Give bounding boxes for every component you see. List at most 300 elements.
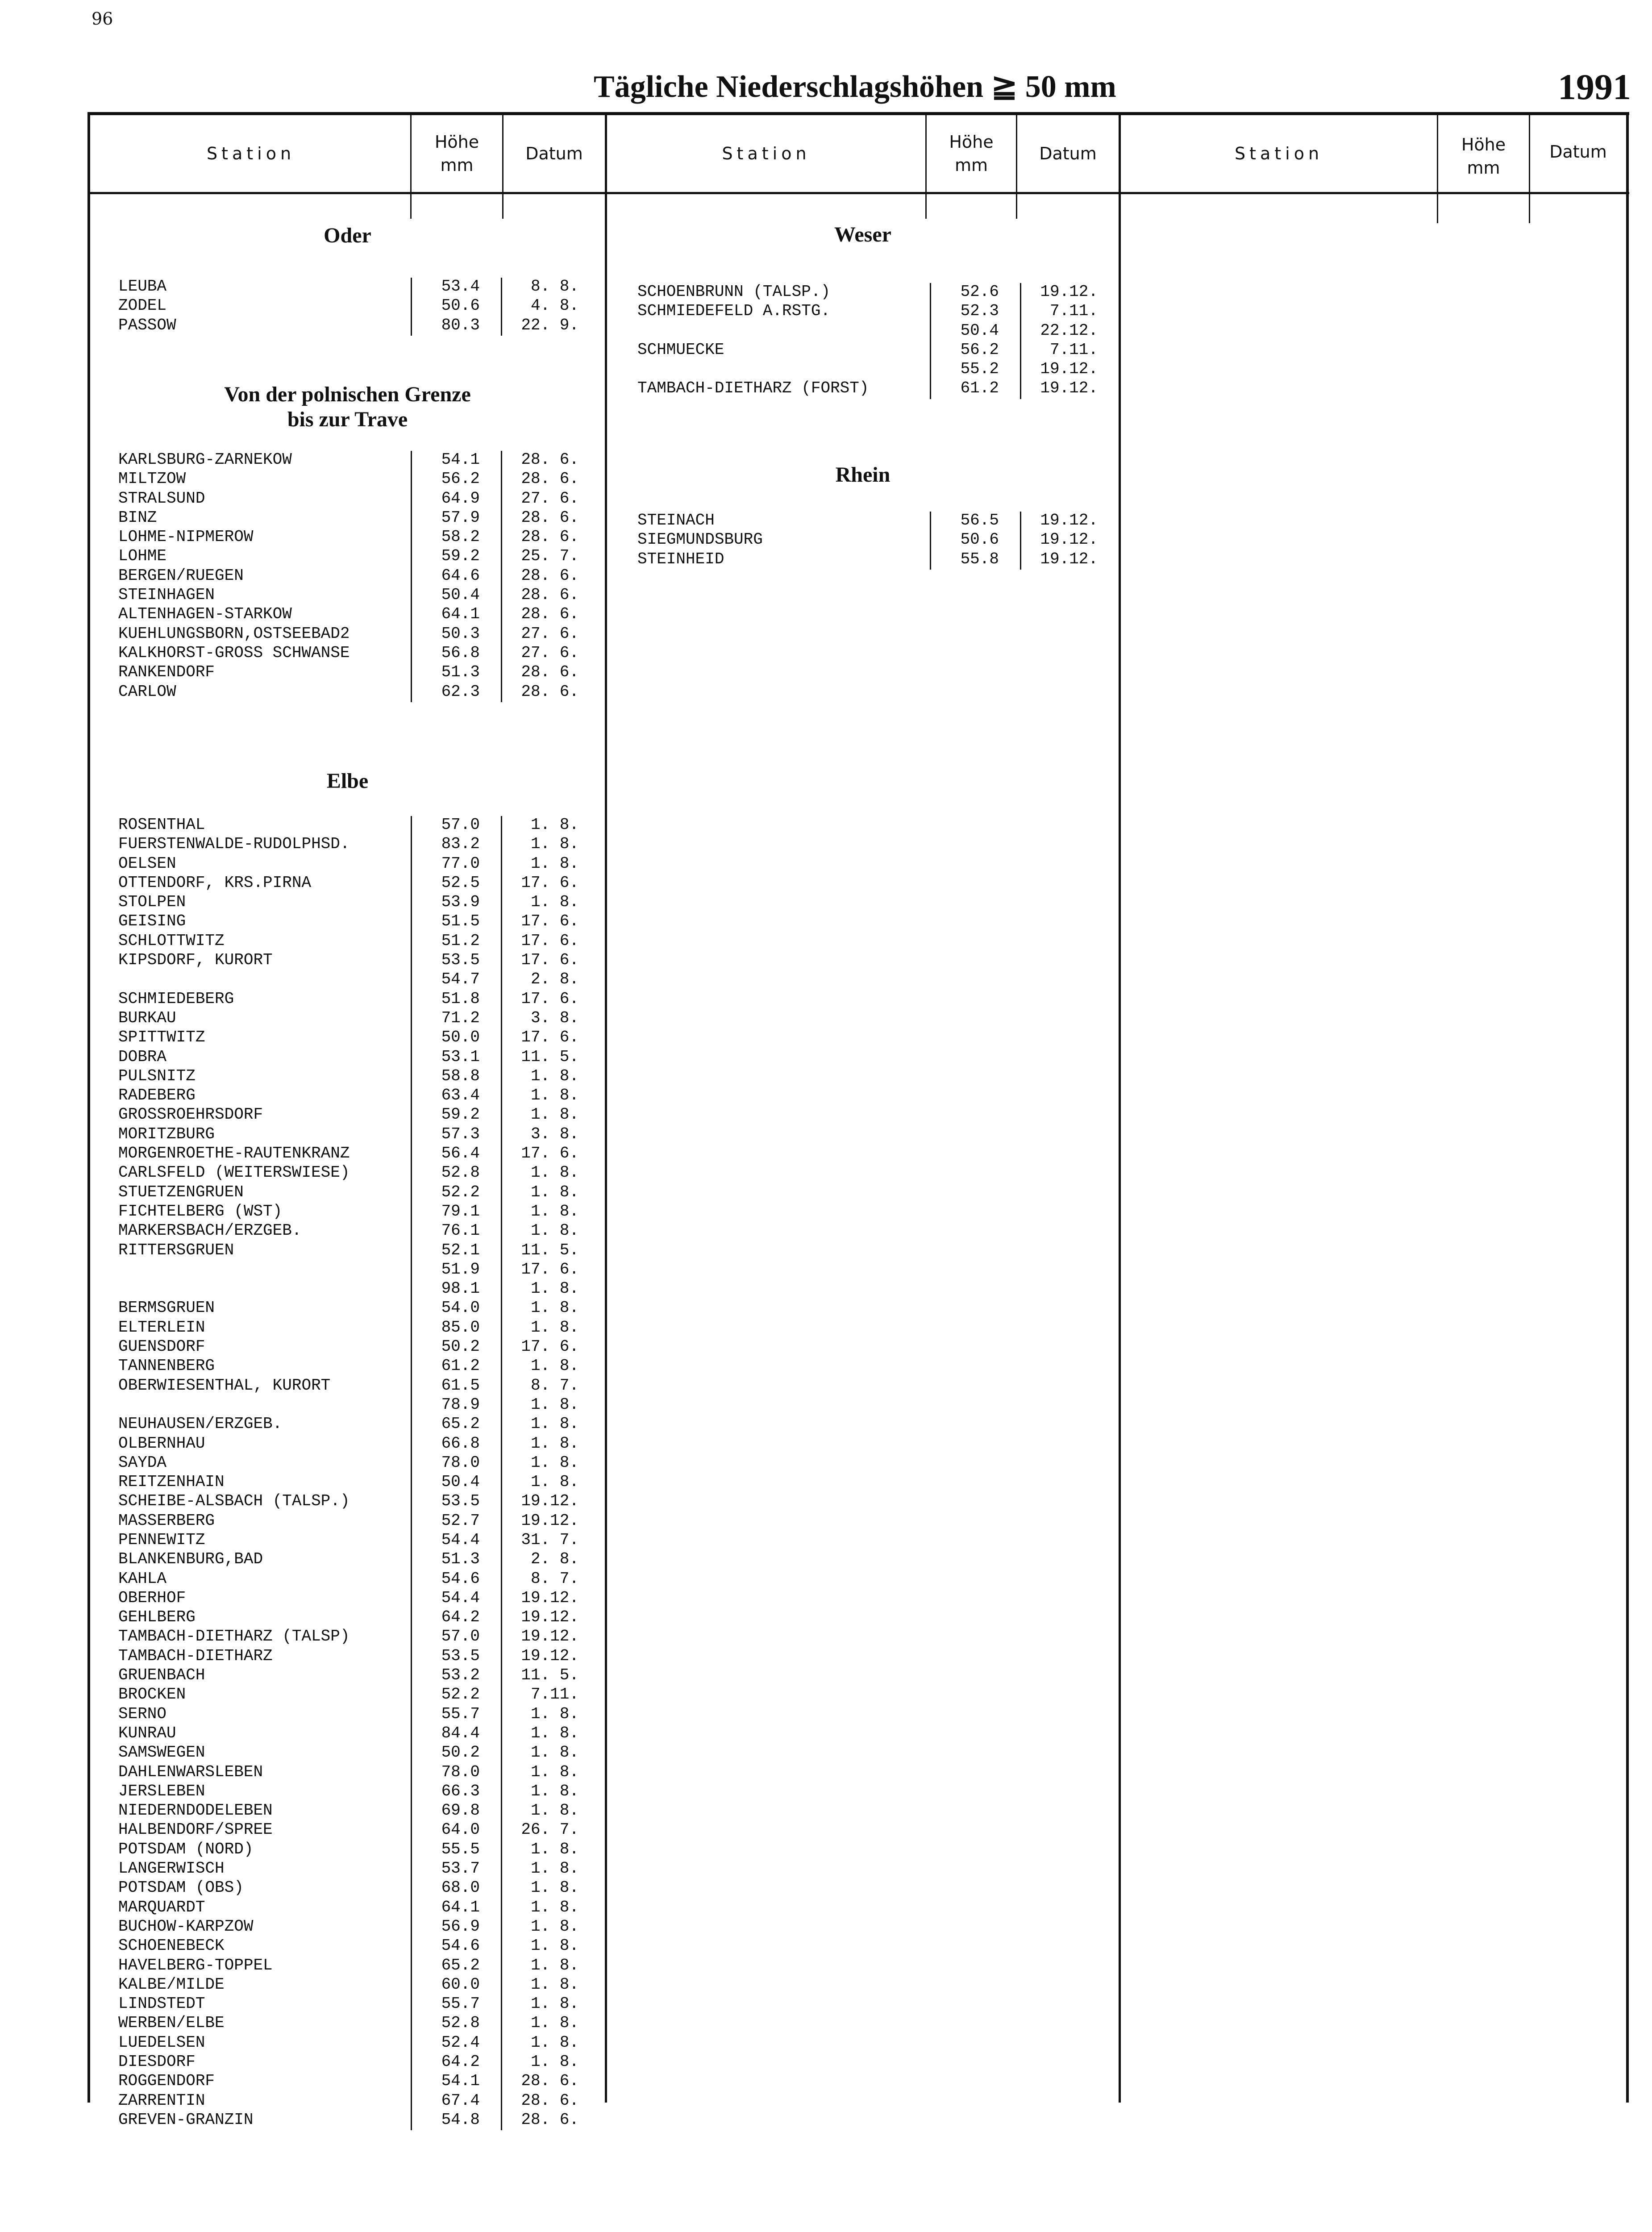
date-value: 1. 8.: [521, 1105, 579, 1124]
station-name: [637, 321, 869, 340]
precipitation-value: 64.0: [441, 1820, 480, 1839]
date-value: 27. 6.: [521, 643, 579, 662]
station-name: STEINHEID: [637, 550, 724, 568]
station-name: GEHLBERG: [118, 1608, 196, 1627]
station-name: SIEGMUNDSBURG: [637, 530, 763, 549]
station-name: OELSEN: [118, 854, 176, 873]
precipitation-value: 57.3: [441, 1124, 480, 1143]
station-name: CARLOW: [118, 682, 176, 701]
date-value: 19.12.: [1040, 379, 1098, 398]
precipitation-value: 56.5: [960, 511, 999, 529]
precipitation-value: 55.7: [441, 1704, 480, 1723]
date-value: 8. 8.: [521, 277, 579, 296]
precipitation-value: 57.9: [441, 508, 480, 527]
date-value: 1. 8.: [521, 1415, 579, 1433]
station-name: HALBENDORF/SPREE: [118, 1820, 273, 1839]
station-name: KAHLA: [118, 1569, 167, 1588]
date-value: 27. 6.: [521, 489, 579, 508]
column-rule: [501, 278, 502, 336]
date-value: 1. 8.: [521, 2014, 579, 2032]
date-value: 28. 6.: [521, 605, 579, 624]
precipitation-value: 56.9: [441, 1917, 480, 1936]
station-name: TAMBACH-DIETHARZ (TALSP): [118, 1627, 350, 1646]
precipitation-value: 54.8: [441, 2110, 480, 2129]
precipitation-value: 53.7: [441, 1859, 480, 1878]
date-value: 11. 5.: [521, 1241, 579, 1259]
date-value: 1. 8.: [521, 1221, 579, 1240]
station-name: ZODEL: [118, 296, 167, 315]
precipitation-value: 50.4: [441, 1473, 480, 1491]
station-name: KARLSBURG-ZARNEKOW: [118, 450, 292, 469]
date-value: 28. 6.: [521, 470, 579, 488]
precipitation-value: 58.2: [441, 528, 480, 546]
precipitation-value: 55.7: [441, 1995, 480, 2013]
date-value: 22. 9.: [521, 316, 579, 334]
date-value: 1. 8.: [521, 1395, 579, 1414]
precipitation-value: 52.2: [441, 1685, 480, 1704]
section-title-oder: Oder: [324, 224, 371, 247]
datum-column: [508, 277, 579, 335]
date-value: 17. 6.: [521, 931, 579, 950]
datum-column: [1027, 511, 1098, 569]
column-rule: [411, 451, 412, 702]
date-value: 22.12.: [1040, 321, 1098, 340]
station-name: PULSNITZ: [118, 1066, 196, 1085]
station-column: [118, 277, 176, 335]
date-value: 19.12.: [1040, 360, 1098, 379]
precipitation-value: 85.0: [441, 1318, 480, 1337]
header-col-sep: [502, 114, 504, 219]
station-name: KUEHLUNGSBORN,OSTSEEBAD2: [118, 624, 350, 643]
station-name: NIEDERNDODELEBEN: [118, 1801, 273, 1820]
hoehe-column: [413, 815, 480, 2129]
column-rule: [930, 512, 931, 570]
precipitation-value: 54.4: [441, 1588, 480, 1607]
date-value: 1. 8.: [521, 1762, 579, 1781]
station-name: ELTERLEIN: [118, 1318, 205, 1337]
date-value: 19.12.: [1040, 530, 1098, 549]
station-name: WERBEN/ELBE: [118, 2014, 225, 2032]
date-value: 1. 8.: [521, 1956, 579, 1974]
station-column: [118, 450, 350, 701]
table-top-rule: [87, 112, 1629, 115]
precipitation-value: 69.8: [441, 1801, 480, 1820]
station-name: FICHTELBERG (WST): [118, 1202, 283, 1220]
date-value: 2. 8.: [521, 970, 579, 989]
table-right-border: [1626, 114, 1629, 2103]
datum-column: [508, 815, 579, 2129]
date-value: 7.11.: [1040, 302, 1098, 321]
precipitation-value: 51.8: [441, 989, 480, 1008]
precipitation-value: 83.2: [441, 835, 480, 854]
col-header-hoehe: Höhe mm: [1461, 135, 1506, 178]
precipitation-value: 54.6: [441, 1569, 480, 1588]
date-value: 17. 6.: [521, 1144, 579, 1163]
precipitation-value: 84.4: [441, 1724, 480, 1742]
date-value: 19.12.: [1040, 550, 1098, 568]
station-name: GUENSDORF: [118, 1337, 205, 1356]
station-name: STEINACH: [637, 511, 715, 529]
precipitation-value: 64.6: [441, 566, 480, 585]
date-value: 17. 6.: [521, 989, 579, 1008]
date-value: 19.12.: [521, 1588, 579, 1607]
date-value: 1. 8.: [521, 1473, 579, 1491]
col-header-hoehe: Höhe mm: [949, 132, 994, 175]
date-value: 3. 8.: [521, 1008, 579, 1027]
date-value: 1. 8.: [521, 1183, 579, 1201]
precipitation-value: 52.8: [441, 2014, 480, 2032]
station-name: LOHME-NIPMEROW: [118, 528, 254, 546]
date-value: 17. 6.: [521, 912, 579, 931]
date-value: 11. 5.: [521, 1666, 579, 1685]
page-number: 96: [92, 9, 113, 29]
date-value: 17. 6.: [521, 1028, 579, 1047]
station-name: BINZ: [118, 508, 157, 527]
station-name: OTTENDORF, KRS.PIRNA: [118, 873, 312, 892]
date-value: 17. 6.: [521, 1260, 579, 1278]
station-name: POTSDAM (NORD): [118, 1840, 254, 1858]
station-name: GREVEN-GRANZIN: [118, 2110, 254, 2129]
precipitation-value: 64.1: [441, 1898, 480, 1916]
column-rule: [930, 283, 931, 399]
precipitation-value: 61.5: [441, 1376, 480, 1395]
date-value: 8. 7.: [521, 1569, 579, 1588]
precipitation-value: 54.7: [441, 970, 480, 989]
precipitation-value: 67.4: [441, 2091, 480, 2110]
column-rule: [501, 451, 502, 702]
station-name: SCHLOTTWITZ: [118, 931, 225, 950]
date-value: 1. 8.: [521, 893, 579, 912]
date-value: 19.12.: [521, 1627, 579, 1646]
precipitation-value: 52.8: [441, 1163, 480, 1182]
precipitation-value: 54.6: [441, 1936, 480, 1955]
column-rule: [411, 278, 412, 336]
date-value: 1. 8.: [521, 2053, 579, 2071]
date-value: 1. 8.: [521, 1357, 579, 1375]
precipitation-value: 52.5: [441, 873, 480, 892]
precipitation-value: 56.2: [441, 470, 480, 488]
precipitation-value: 55.5: [441, 1840, 480, 1858]
station-name: SAYDA: [118, 1453, 167, 1472]
precipitation-value: 50.6: [441, 296, 480, 315]
precipitation-value: 54.4: [441, 1530, 480, 1549]
date-value: 8. 7.: [521, 1376, 579, 1395]
hoehe-column: [932, 282, 999, 398]
date-value: 1. 8.: [521, 1917, 579, 1936]
date-value: 1. 8.: [521, 1859, 579, 1878]
precipitation-value: 76.1: [441, 1221, 480, 1240]
station-name: ROSENTHAL: [118, 816, 205, 834]
precipitation-value: 58.8: [441, 1066, 480, 1085]
precipitation-value: 53.5: [441, 1492, 480, 1511]
precipitation-value: 53.9: [441, 893, 480, 912]
date-value: 28. 6.: [521, 663, 579, 682]
date-value: 28. 6.: [521, 450, 579, 469]
precipitation-value: 98.1: [441, 1279, 480, 1298]
precipitation-value: 66.8: [441, 1434, 480, 1453]
station-name: OLBERNHAU: [118, 1434, 205, 1453]
precipitation-value: 79.1: [441, 1202, 480, 1220]
date-value: 1. 8.: [521, 1975, 579, 1994]
station-name: LEUBA: [118, 277, 167, 296]
station-name: SCHOENEBECK: [118, 1936, 225, 1955]
precipitation-value: 53.1: [441, 1047, 480, 1066]
station-name: [637, 359, 869, 379]
date-value: 1. 8.: [521, 1724, 579, 1742]
date-value: 1. 8.: [521, 2033, 579, 2052]
precipitation-value: 53.5: [441, 1646, 480, 1665]
column-rule: [1020, 283, 1021, 399]
page-title: Tägliche Niederschlagshöhen ≧ 50 mm: [594, 70, 1116, 104]
precipitation-value: 57.0: [441, 1627, 480, 1646]
date-value: 27. 6.: [521, 624, 579, 643]
station-name: NEUHAUSEN/ERZGEB.: [118, 1415, 283, 1433]
precipitation-value: 53.5: [441, 951, 480, 970]
precipitation-value: 64.2: [441, 2053, 480, 2071]
col-header-station: Station: [722, 144, 811, 163]
precipitation-value: 50.4: [960, 321, 999, 340]
station-name: PASSOW: [118, 316, 176, 334]
date-value: 28. 6.: [521, 528, 579, 546]
date-value: 19.12.: [521, 1608, 579, 1627]
date-value: 1. 8.: [521, 835, 579, 854]
date-value: 4. 8.: [521, 296, 579, 315]
date-value: 28. 6.: [521, 682, 579, 701]
station-name: LANGERWISCH: [118, 1859, 225, 1878]
station-name: DAHLENWARSLEBEN: [118, 1762, 263, 1781]
section-title-rhein: Rhein: [835, 463, 890, 487]
station-name: TAMBACH-DIETHARZ (FORST): [637, 379, 869, 398]
date-value: 1. 8.: [521, 1840, 579, 1858]
precipitation-value: 50.4: [441, 586, 480, 604]
station-name: STRALSUND: [118, 489, 205, 508]
date-value: 19.12.: [521, 1511, 579, 1530]
station-name: REITZENHAIN: [118, 1473, 225, 1491]
precipitation-value: 50.0: [441, 1028, 480, 1047]
precipitation-value: 51.5: [441, 912, 480, 931]
precipitation-value: 52.4: [441, 2033, 480, 2052]
date-value: 28. 6.: [521, 2091, 579, 2110]
station-name: SCHMIEDEBERG: [118, 989, 234, 1008]
section-title-weser: Weser: [834, 223, 891, 246]
date-value: 1. 8.: [521, 1163, 579, 1182]
precipitation-value: 64.1: [441, 605, 480, 624]
header-col-sep: [1529, 114, 1530, 223]
station-name: DIESDORF: [118, 2053, 196, 2071]
station-name: JERSLEBEN: [118, 1782, 205, 1800]
precipitation-value: 50.3: [441, 624, 480, 643]
precipitation-value: 59.2: [441, 547, 480, 566]
station-name: BERMSGRUEN: [118, 1299, 215, 1317]
station-name: KIPSDORF, KURORT: [118, 951, 273, 970]
precipitation-value: 50.6: [960, 530, 999, 549]
precipitation-value: 55.2: [960, 360, 999, 379]
station-column: [118, 815, 350, 2129]
station-name: BLANKENBURG,BAD: [118, 1550, 263, 1569]
station-name: SCHMIEDEFELD A.RSTG.: [637, 302, 831, 321]
station-name: CARLSFELD (WEITERSWIESE): [118, 1163, 350, 1182]
station-name: ALTENHAGEN-STARKOW: [118, 605, 292, 624]
precipitation-value: 64.2: [441, 1608, 480, 1627]
precipitation-value: 54.1: [441, 450, 480, 469]
station-name: PENNEWITZ: [118, 1530, 205, 1549]
precipitation-value: 59.2: [441, 1105, 480, 1124]
station-name: [118, 1395, 350, 1414]
station-name: RADEBERG: [118, 1086, 196, 1105]
station-name: BROCKEN: [118, 1685, 186, 1704]
station-name: OBERWIESENTHAL, KURORT: [118, 1376, 331, 1395]
station-name: DOBRA: [118, 1047, 167, 1066]
precipitation-value: 53.2: [441, 1666, 480, 1685]
precipitation-value: 52.3: [960, 302, 999, 321]
date-value: 1. 8.: [521, 1453, 579, 1472]
precipitation-value: 80.3: [441, 316, 480, 334]
station-name: RITTERSGRUEN: [118, 1241, 234, 1259]
date-value: 19.12.: [1040, 511, 1098, 529]
station-name: SPITTWITZ: [118, 1028, 205, 1047]
station-name: BURKAU: [118, 1008, 176, 1027]
date-value: 1. 8.: [521, 1066, 579, 1085]
precipitation-value: 65.2: [441, 1956, 480, 1974]
column-rule: [411, 816, 412, 2130]
header-bottom-rule: [87, 192, 1629, 194]
precipitation-value: 68.0: [441, 1878, 480, 1897]
station-name: MARKERSBACH/ERZGEB.: [118, 1221, 302, 1240]
date-value: 1. 8.: [521, 1995, 579, 2013]
column-rule: [1020, 512, 1021, 570]
station-name: KALBE/MILDE: [118, 1975, 225, 1994]
date-value: 28. 6.: [521, 2110, 579, 2129]
precipitation-value: 50.2: [441, 1337, 480, 1356]
date-value: 7.11.: [521, 1685, 579, 1704]
station-name: MORITZBURG: [118, 1124, 215, 1143]
station-name: HAVELBERG-TOPPEL: [118, 1956, 273, 1974]
date-value: 19.12.: [521, 1492, 579, 1511]
date-value: 3. 8.: [521, 1124, 579, 1143]
precipitation-value: 66.3: [441, 1782, 480, 1800]
precipitation-value: 52.1: [441, 1241, 480, 1259]
precipitation-value: 50.2: [441, 1743, 480, 1762]
col-header-datum: Datum: [525, 144, 583, 163]
date-value: 17. 6.: [521, 873, 579, 892]
hoehe-column: [413, 450, 480, 701]
col-header-datum: Datum: [1039, 144, 1097, 163]
hoehe-column: [932, 511, 999, 569]
station-column: [637, 511, 763, 569]
precipitation-value: 71.2: [441, 1008, 480, 1027]
station-name: BERGEN/RUEGEN: [118, 566, 244, 585]
col-header-hoehe: Höhe mm: [434, 132, 479, 175]
precipitation-value: 51.3: [441, 663, 480, 682]
date-value: 7.11.: [1040, 340, 1098, 359]
precipitation-value: 61.2: [441, 1357, 480, 1375]
date-value: 1. 8.: [521, 854, 579, 873]
station-name: MILTZOW: [118, 470, 186, 488]
precipitation-value: 51.3: [441, 1550, 480, 1569]
precipitation-value: 55.8: [960, 550, 999, 568]
station-name: SAMSWEGEN: [118, 1743, 205, 1762]
station-name: MASSERBERG: [118, 1511, 215, 1530]
station-name: TAMBACH-DIETHARZ: [118, 1646, 273, 1665]
date-value: 1. 8.: [521, 1086, 579, 1105]
station-name: MORGENROETHE-RAUTENKRANZ: [118, 1144, 350, 1163]
date-value: 1. 8.: [521, 1434, 579, 1453]
col-header-station: Station: [206, 144, 295, 163]
panel-divider-1: [605, 114, 607, 2103]
precipitation-value: 60.0: [441, 1975, 480, 1994]
date-value: 1. 8.: [521, 1878, 579, 1897]
date-value: 28. 6.: [521, 508, 579, 527]
date-value: 19.12.: [521, 1646, 579, 1665]
station-name: GROSSROEHRSDORF: [118, 1105, 263, 1124]
station-name: SCHEIBE-ALSBACH (TALSP.): [118, 1492, 350, 1511]
precipitation-value: 78.0: [441, 1453, 480, 1472]
precipitation-value: 52.6: [960, 283, 999, 301]
datum-column: [1027, 282, 1098, 398]
precipitation-value: 56.4: [441, 1144, 480, 1163]
station-name: LOHME: [118, 547, 167, 566]
station-name: FUERSTENWALDE-RUDOLPHSD.: [118, 835, 350, 854]
datum-column: [508, 450, 579, 701]
precipitation-value: 56.8: [441, 643, 480, 662]
date-value: 1. 8.: [521, 1279, 579, 1298]
section-title-elbe: Elbe: [326, 769, 369, 793]
station-name: BUCHOW-KARPZOW: [118, 1917, 254, 1936]
date-value: 17. 6.: [521, 1337, 579, 1356]
station-name: STOLPEN: [118, 893, 186, 912]
date-value: 31. 7.: [521, 1530, 579, 1549]
date-value: 19.12.: [1040, 283, 1098, 301]
precipitation-value: 65.2: [441, 1415, 480, 1433]
date-value: 28. 6.: [521, 586, 579, 604]
precipitation-value: 52.7: [441, 1511, 480, 1530]
section-title-polnische-grenze: Von der polnischen Grenze bis zur Trave: [224, 383, 471, 431]
precipitation-value: 78.9: [441, 1395, 480, 1414]
col-header-station: Station: [1234, 144, 1323, 163]
precipitation-value: 64.9: [441, 489, 480, 508]
station-name: [118, 970, 350, 989]
date-value: 1. 8.: [521, 1782, 579, 1800]
station-name: LUEDELSEN: [118, 2033, 205, 2052]
date-value: 25. 7.: [521, 547, 579, 566]
precipitation-value: 51.9: [441, 1260, 480, 1278]
date-value: 1. 8.: [521, 1318, 579, 1337]
station-name: SCHMUECKE: [637, 340, 724, 359]
station-name: SCHOENBRUNN (TALSP.): [637, 283, 831, 301]
precipitation-value: 57.0: [441, 816, 480, 834]
precipitation-value: 61.2: [960, 379, 999, 398]
date-value: 1. 8.: [521, 1704, 579, 1723]
date-value: 26. 7.: [521, 1820, 579, 1839]
precipitation-value: 53.4: [441, 277, 480, 296]
date-value: 1. 8.: [521, 816, 579, 834]
col-header-datum: Datum: [1549, 142, 1607, 162]
station-name: TANNENBERG: [118, 1357, 215, 1375]
precipitation-value: 63.4: [441, 1086, 480, 1105]
station-name: GRUENBACH: [118, 1666, 205, 1685]
station-name: ROGGENDORF: [118, 2072, 215, 2090]
station-name: STUETZENGRUEN: [118, 1183, 244, 1201]
station-name: MARQUARDT: [118, 1898, 205, 1916]
station-name: STEINHAGEN: [118, 586, 215, 604]
station-name: [118, 1260, 350, 1279]
station-name: POTSDAM (OBS): [118, 1878, 244, 1897]
page-year: 1991: [1558, 67, 1631, 107]
date-value: 28. 6.: [521, 566, 579, 585]
station-name: RANKENDORF: [118, 663, 215, 682]
panel-divider-2: [1119, 114, 1121, 2103]
date-value: 1. 8.: [521, 1898, 579, 1916]
